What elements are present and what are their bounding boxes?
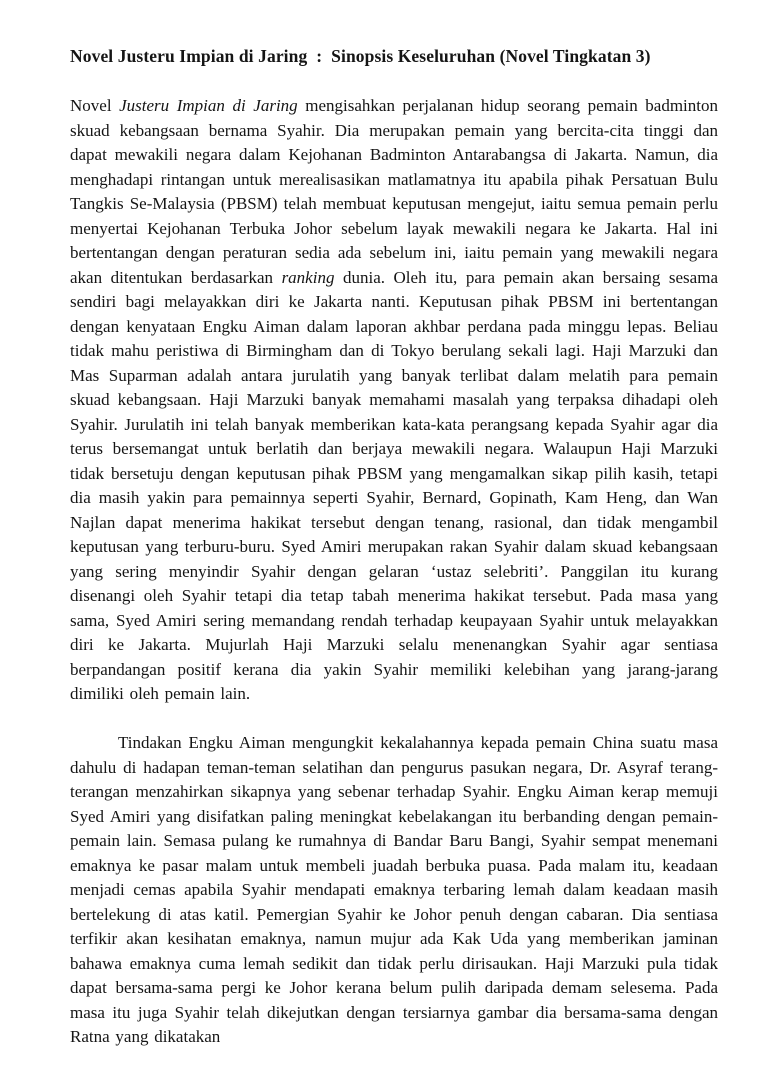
text-run: dunia. Oleh itu, para pemain akan bersaing sesama sendiri bagi melayakkan diri ke Jakarta nanti. Keputusan pihak PBSM ini bertentangan dengan kenyataan Engku Aiman dalam laporan akhbar perdana pada minggu lepas. Beliau tidak mahu peristiwa di Birmingham dan di Tokyo berulang sekali lagi. Haji Marzuki dan Mas Suparman adalah antara jurulatih yang banyak terlibat dalam melatih para pemain skuad kebangsaan. Haji Marzuki banyak memahami masalah yang terpaksa dihadapi oleh Syahir. Jurulatih ini telah banyak memberikan kata-kata perangsang kepada Syahir agar dia terus bersemangat untuk berlatih dan berjaya mewakili negara. Walaupun Haji Marzuki tidak bersetuju dengan keputusan pihak PBSM yang mengamalkan sikap pilih kasih, tetapi dia masih yakin para pemainnya seperti Syahir, Bernard, Gopinath, Kam Heng, dan Wan Najlan dapat menerima hakikat tersebut dengan tenang, rasional, dan tidak mengambil keputusan yang terburu-buru. Syed Amiri merupakan rakan Syahir dalam skuad kebangsaan yang sering menyindir Syahir dengan gelaran ‘ustaz selebriti’. Panggilan itu kurang disenangi oleh Syahir tetapi dia tetap tabah menerima hakikat tersebut. Pada masa yang sama, Syed Amiri sering memandang rendah terhadap keupayaan Syahir untuk melayakkan diri ke Jakarta. Mujurlah Haji Marzuki selalu menenangkan Syahir agar sentiasa berpandangan positif kerana dia yakin Syahir memiliki kelebihan yang jarang-jarang dimiliki oleh pemain lain. <box>70 267 718 703</box>
text-run: mengisahkan perjalanan hidup seorang pemain badminton skuad kebangsaan bernama Syahir. Dia merupakan pemain yang bercita-cita tinggi dan dapat mewakili negara dalam Kejohanan Badminton Antarabangsa di Jakarta. Namun, dia menghadapi rintangan untuk merealisasikan matlamatnya itu apabila pihak Persatuan Bulu Tangkis Se-Malaysia (PBSM) telah membuat keputusan mengejut, iaitu semua pemain perlu menyertai Kejohanan Terbuka Johor sebelum layak mewakili negara ke Jakarta. Hal ini bertentangan dengan peraturan sedia ada sebelum ini, iaitu pemain yang mewakili negara akan ditentukan berdasarkan <box>70 96 718 287</box>
text-run: Novel <box>70 96 120 115</box>
page-title: Novel Justeru Impian di Jaring : Sinopsis Keseluruhan (Novel Tingkatan 3) <box>70 46 651 66</box>
document-body <box>70 94 718 1050</box>
text-run: Tindakan Engku Aiman mengungkit kekalahannya kepada pemain China suatu masa dahulu di hadapan teman-teman selatihan dan pengurus pasukan negara, Dr. Asyraf terang-terangan menzahirkan sikapnya yang sebenar terhadap Syahir. Engku Aiman kerap memuji Syed Amiri yang disifatkan paling meningkat kebelakangan itu berbanding dengan pemain-pemain lain. Semasa pulang ke rumahnya di Bandar Baru Bangi, Syahir sempat menemani emaknya ke pasar malam untuk membeli juadah berbuka puasa. Pada malam itu, keadaan menjadi cemas apabila Syahir mendapati emaknya terbaring lemah dalam keadaan masih bertelekung di atas katil. Pemergian Syahir ke Johor penuh dengan cabaran. Dia sentiasa terfikir akan kesihatan emaknya, namun mujur ada Kak Uda yang memberikan jaminan bahawa emaknya cuma lemah sedikit dan tidak perlu dirisaukan. Haji Marzuki pula tidak dapat bersama-sama pergi ke Johor kerana belum pulih daripada demam selesema. Pada masa itu juga Syahir telah dikejutkan dengan tersiarnya gambar dia bersama-sama dengan Ratna yang dikatakan <box>70 733 718 1046</box>
paragraph <box>70 94 718 707</box>
italic-text-run: ranking <box>281 267 335 287</box>
paragraph <box>70 731 718 1050</box>
italic-text-run: Justeru Impian di Jaring <box>119 96 298 115</box>
